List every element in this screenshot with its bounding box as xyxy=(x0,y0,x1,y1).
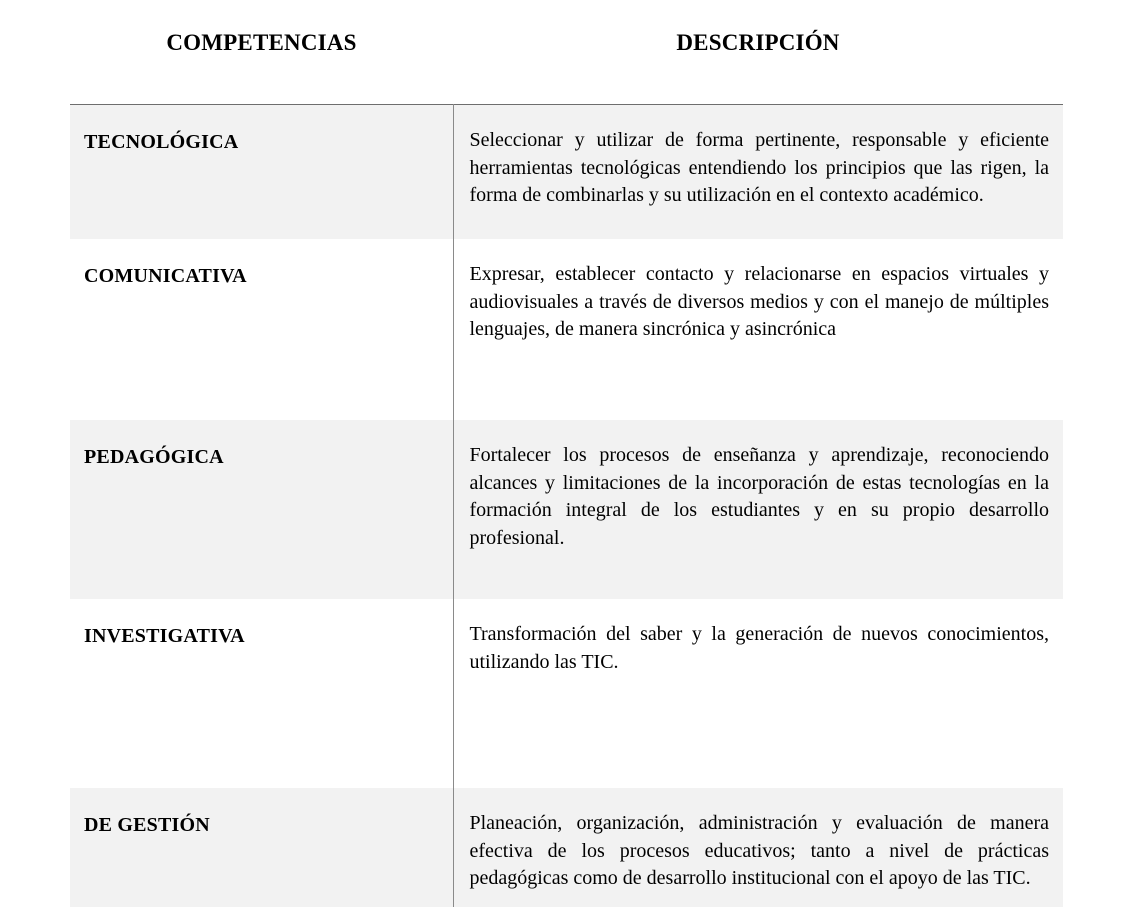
descripcion-cell xyxy=(453,788,1063,907)
competencia-cell xyxy=(70,420,453,599)
competencia-cell xyxy=(70,788,453,907)
descripcion-cell xyxy=(453,239,1063,420)
table-row xyxy=(70,420,1063,599)
competencia-label: INVESTIGATIVA xyxy=(84,625,245,647)
competencia-label: PEDAGÓGICA xyxy=(84,446,224,468)
column-headings xyxy=(70,28,1063,58)
competencia-label: TECNOLÓGICA xyxy=(84,131,239,153)
competencia-cell xyxy=(70,239,453,420)
competencia-cell xyxy=(70,105,453,240)
descripcion-text: Planeación, organización, administración y evaluación de manera efectiva de los procesos educativos; tanto a nivel de prácticas pedagógicas como de desarrollo institucional con el apoyo de las TIC. xyxy=(469,812,1049,889)
descripcion-text: Transformación del saber y la generación de nuevos conocimientos, utilizando las TIC. xyxy=(469,623,1049,673)
table-body xyxy=(70,105,1063,907)
header-descripcion: DESCRIPCIÓN xyxy=(676,30,840,55)
descripcion-cell xyxy=(453,105,1063,240)
descripcion-text: Fortalecer los procesos de enseñanza y aprendizaje, reconociendo alcances y limitaciones de la incorporación de estas tecnologías en la formación integral de los estudiantes y en su propio desarrollo profesional. xyxy=(469,444,1049,549)
descripcion-cell xyxy=(453,599,1063,788)
competencia-label: DE GESTIÓN xyxy=(84,814,210,836)
competencias-table xyxy=(70,104,1063,907)
table-row xyxy=(70,239,1063,420)
table-row xyxy=(70,788,1063,907)
competencia-cell xyxy=(70,599,453,788)
descripcion-text: Expresar, establecer contacto y relacionarse en espacios virtuales y audiovisuales a través de diversos medios y con el manejo de múltiples lenguajes, de manera sincrónica y asincrónica xyxy=(469,263,1049,340)
descripcion-cell xyxy=(453,420,1063,599)
competencia-label: COMUNICATIVA xyxy=(84,265,247,287)
header-competencias: COMPETENCIAS xyxy=(166,30,357,55)
table-row xyxy=(70,105,1063,240)
table-row xyxy=(70,599,1063,788)
descripcion-text: Seleccionar y utilizar de forma pertinente, responsable y eficiente herramientas tecnológicas entendiendo los principios que las rigen, la forma de combinarlas y su utilización en el contexto académico. xyxy=(469,129,1049,206)
